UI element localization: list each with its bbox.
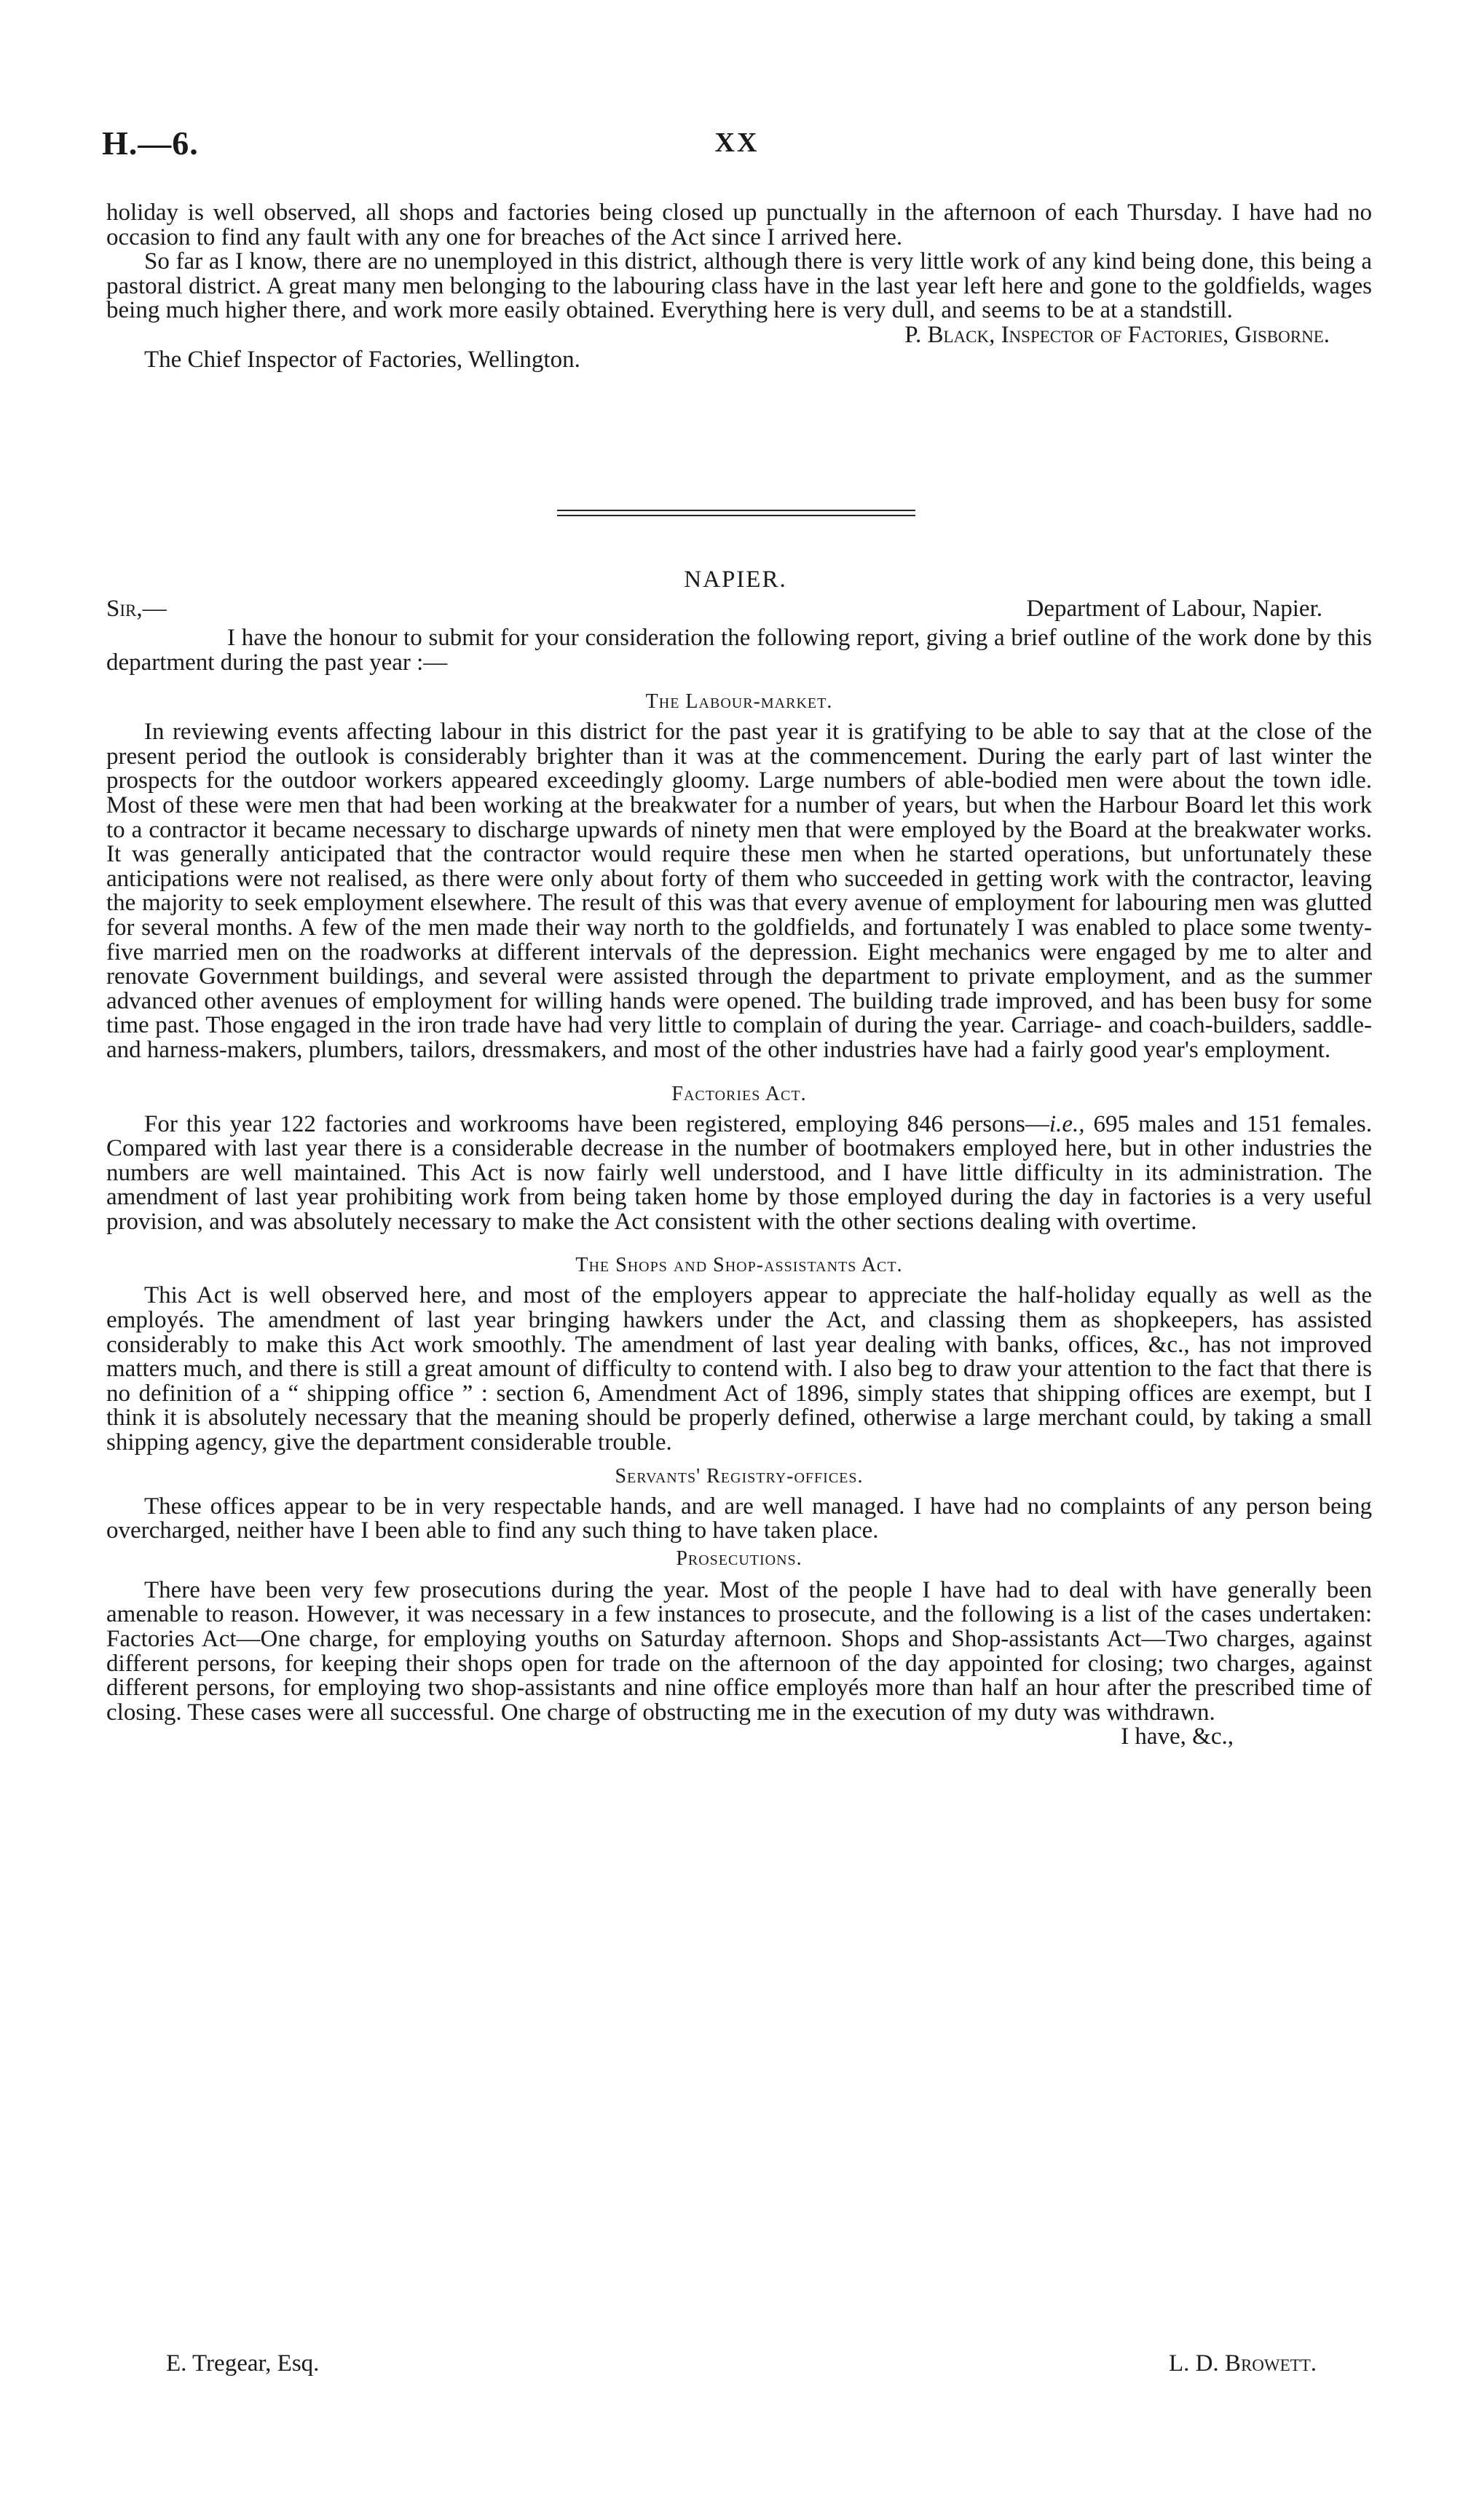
gisborne-addressee: The Chief Inspector of Factories, Wellington. (144, 346, 580, 373)
gisborne-paragraph-1: holiday is well observed, all shops and factories being closed up punctually in the afternoon of each Thursday. I have had no occasion to find any fault with any one for breaches of the Act since I arrived here. (106, 200, 1372, 250)
napier-report-body (106, 626, 1372, 1750)
page-reference: H.—6. (102, 125, 199, 162)
shops-act-heading: The Shops and Shop-assistants Act. (575, 1254, 903, 1277)
labour-market-paragraph: In reviewing events affecting labour in this district for the past year it is gratifying to be able to say that at the close of the present period the outlook is considerably brighter than it was at the commencement. During the early part of last winter the prospects for the outdoor workers appeared exceedingly gloomy. Large numbers of able-bodied men were about the town idle. Most of these were men that had been working at the breakwater for a number of years, but when the Harbour Board let this work to a contractor it became necessary to discharge upwards of ninety men that were employed by the Board at the breakwater works. It was generally anticipated that the contractor would require these men when he started operations, but unfortunately these anticipations were not realised, as there were only about forty of them who succeeded in getting work with the contractor, leaving the majority to seek employment elsewhere. The result of this was that every avenue of employment for labouring men was glutted for several months. A few of the men made their way north to the goldfields, and fortunately I was enabled to place some twenty-five married men on the roadworks at different intervals of the depression. Eight mechanics were engaged by me to alter and renovate Government buildings, and several were assisted through the department to private employment, and as the summer advanced other avenues of employment for willing hands were opened. The building trade improved, and has been busy for some time past. Those engaged in the iron trade have had very little to complain of during the year. Carriage- and coach-builders, saddle- and harness-makers, plumbers, tailors, dressmakers, and most of the other industries have had a fairly good year's employment. (106, 719, 1372, 1063)
factories-text-part-b: 695 males and 151 females. Compared with last year there is a considerable decrease in the number of bootmakers employed here, but in other industries the numbers are well maintained. This Act is now fairly well understood, and I have little difficulty in its administration. The amendment of last year prohibiting work from being taken home by those employed during the day in factories is a very useful provision, and was absolutely necessary to make the Act consistent with the other sections dealing with overtime. (106, 1110, 1373, 1235)
intro-paragraph: I have the honour to submit for your consideration the following report, giving a brief outline of the work done by this department during the past year :— (106, 625, 1372, 676)
closing-phrase: I have, &c., (1121, 1723, 1234, 1750)
prosecutions-heading: Prosecutions. (676, 1547, 802, 1570)
recipient-name: E. Tregear, Esq. (166, 2350, 320, 2377)
gisborne-signature: P. Black, Inspector of Factories, Gisborne. (904, 321, 1330, 348)
salutation-line (106, 596, 1372, 625)
signature-line (106, 2350, 1372, 2379)
page-header (102, 124, 1372, 167)
napier-heading: NAPIER. (684, 566, 787, 593)
page-number: XX (714, 127, 760, 158)
factories-act-heading: Factories Act. (671, 1082, 807, 1105)
factories-text-part-a: For this year 122 factories and workrooms have been registered, employing 846 persons— (144, 1110, 1049, 1137)
registry-offices-paragraph: These offices appear to be in very respectable hands, and are well managed. I have had no complaints of any person being overcharged, neither have I been able to find any such thing to have taken place. (106, 1493, 1372, 1544)
signatory-name: L. D. Browett. (1168, 2350, 1317, 2377)
section-divider (557, 510, 915, 516)
salutation: Sir,— (106, 596, 167, 622)
shops-act-paragraph: This Act is well observed here, and most of the employers appear to appreciate the half-holiday equally as well as the employés. The amendment of last year bringing hawkers under the Act, and classing them as shopkeepers, has assisted considerably to make this Act work smoothly. The amendment of last year dealing with banks, offices, &c., has not improved matters much, and there is still a great amount of difficulty to contend with. I also beg to draw your attention to the fact that there is no definition of a “ shipping office ” : section 6, Amendment Act of 1896, simply states that shipping offices are exempt, but I think it is absolutely necessary that the meaning should be properly defined, otherwise a large merchant could, by taking a small shipping agency, give the department considerable trouble. (106, 1282, 1372, 1456)
sender-department: Department of Labour, Napier. (1026, 596, 1322, 622)
gisborne-paragraph-2: So far as I know, there are no unemployed in this district, although there is very little work of any kind being done, this being a pastoral district. A great many men belonging to the labouring class have in the last year left here and gone to the goldfields, wages being much higher there, and work more easily obtained. Everything here is very dull, and seems to be at a standstill. (106, 248, 1372, 324)
prosecutions-paragraph: There have been very few prosecutions during the year. Most of the people I have had to deal with have generally been amenable to reason. However, it was necessary in a few instances to prosecute, and the following is a list of the cases undertaken: Factories Act—One charge, for employing youths on Saturday afternoon. Shops and Shop-assistants Act—Two charges, against different persons, for keeping their shops open for trade on the afternoon of the day appointed for closing; two charges, against different persons, for employing two shop-assistants and nine office employés more than half an hour after the prescribed time of closing. These cases were all successful. One charge of obstructing me in the execution of my duty was withdrawn. (106, 1576, 1372, 1726)
gisborne-report-end (106, 201, 1372, 372)
registry-offices-heading: Servants' Registry-offices. (615, 1464, 864, 1488)
labour-market-heading: The Labour-market. (645, 690, 833, 714)
factories-ie: i.e., (1049, 1110, 1085, 1137)
factories-act-paragraph (106, 1110, 1373, 1235)
